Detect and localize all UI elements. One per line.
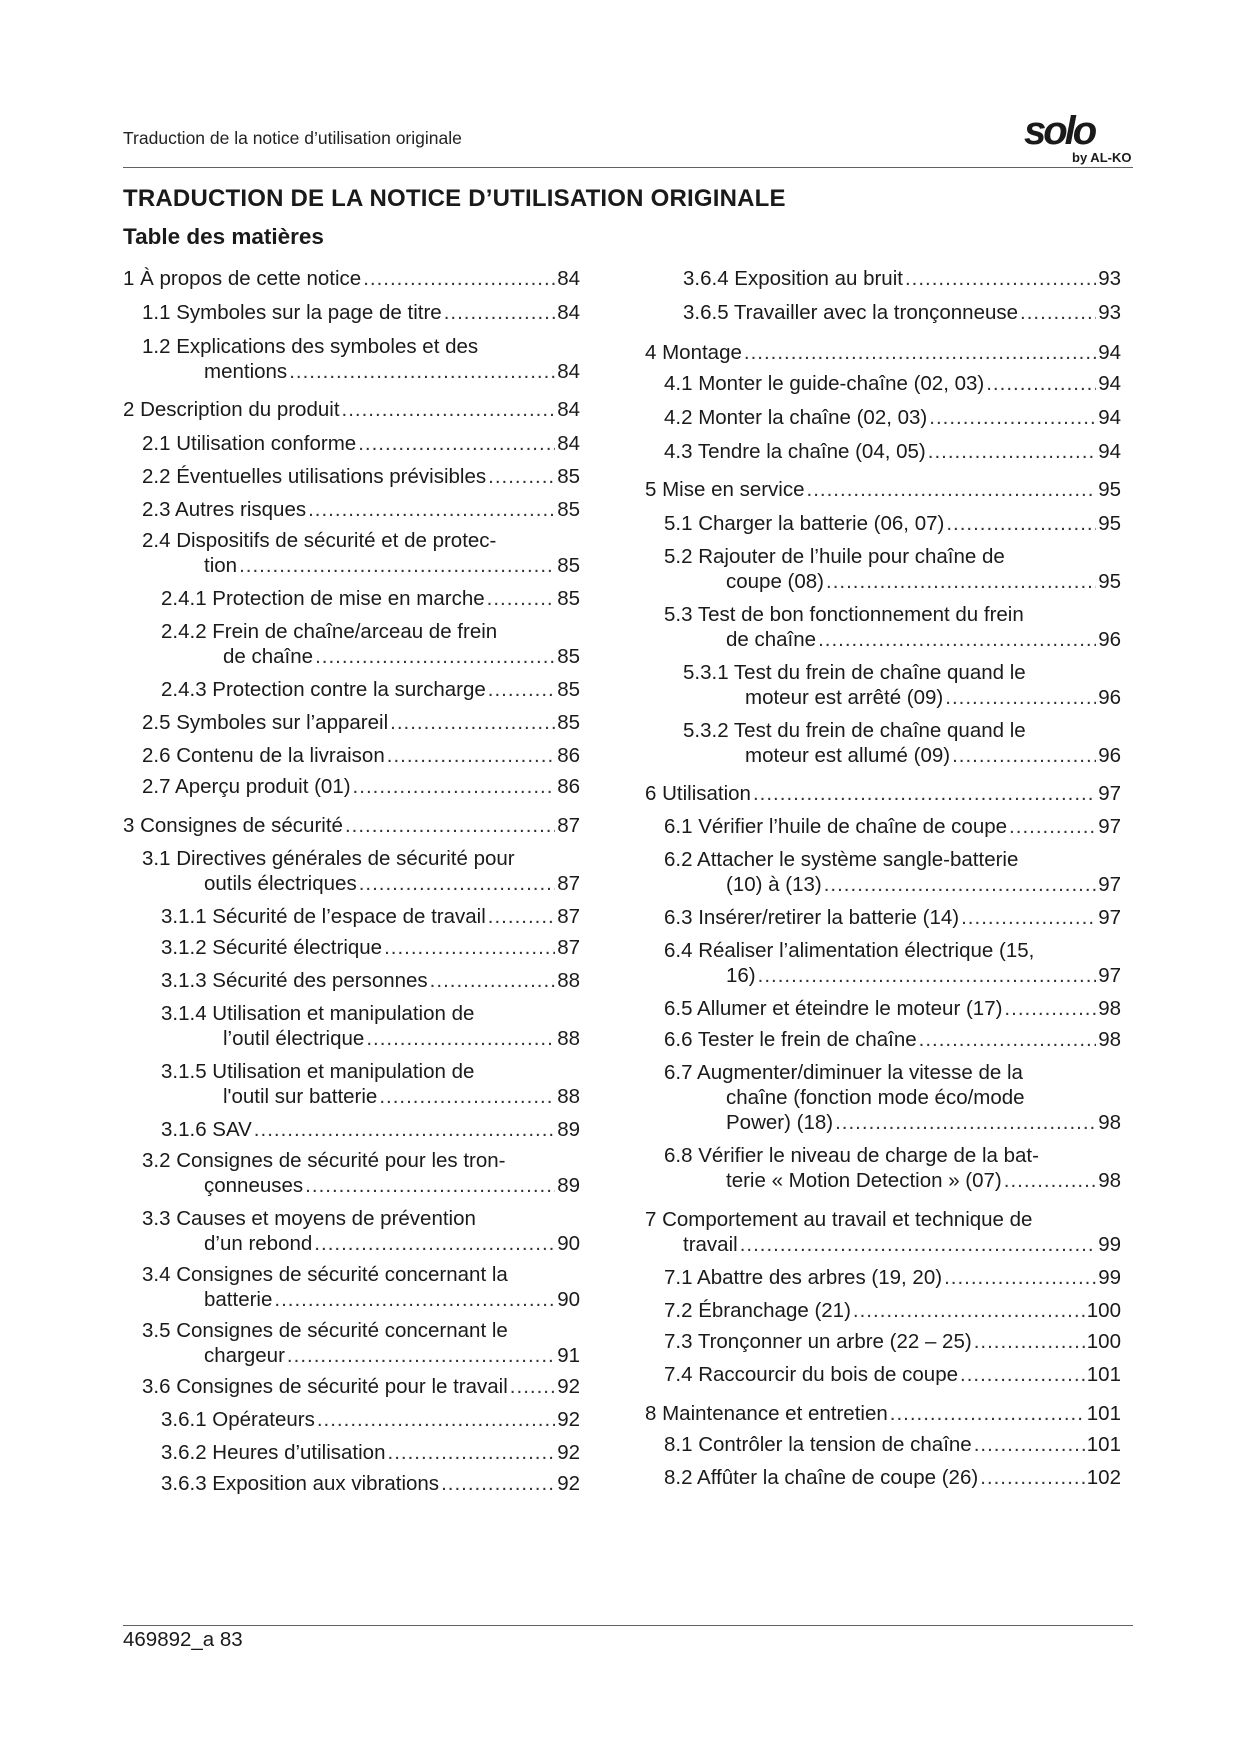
toc-entry[interactable]: 8.2 Affûter la chaîne de coupe (26) ..... 102 [645, 1465, 1121, 1490]
toc-entry[interactable]: 7.1 Abattre des arbres (19, 20) ..... 99 [645, 1265, 1121, 1290]
toc-entry[interactable]: 3.4 Consignes de sécurité concernant la batterie ..... 90 [123, 1262, 580, 1312]
toc-entry[interactable]: 6.7 Augmenter/diminuer la vitesse de la chaîne (fonction mode éco/mode Power) (18) ..... 98 [645, 1060, 1121, 1135]
toc-entry[interactable]: 8 Maintenance et entretien ..... 101 [645, 1401, 1121, 1426]
toc-entry[interactable]: 6.1 Vérifier l’huile de chaîne de coupe ..... 97 [645, 814, 1121, 839]
toc-entry[interactable]: 7 Comportement au travail et technique de travail ..... 99 [645, 1207, 1121, 1257]
toc-entry[interactable]: 2.7 Aperçu produit (01) ..... 86 [123, 774, 580, 799]
toc-entry[interactable]: 3.6.1 Opérateurs ..... 92 [123, 1407, 580, 1432]
toc-entry[interactable]: 2.4.1 Protection de mise en marche ..... 85 [123, 586, 580, 611]
toc-entry[interactable]: 5.1 Charger la batterie (06, 07) ..... 95 [645, 511, 1121, 536]
toc-entry[interactable]: 2.6 Contenu de la livraison ..... 86 [123, 743, 580, 768]
toc-entry[interactable]: 4.3 Tendre la chaîne (04, 05) ..... 94 [645, 439, 1121, 464]
toc-entry[interactable]: 3.1.2 Sécurité électrique ..... 87 [123, 935, 580, 960]
toc-entry[interactable]: 6.2 Attacher le système sangle-batterie (10) à (13) ..... 97 [645, 847, 1121, 897]
toc-entry[interactable]: 7.4 Raccourcir du bois de coupe ..... 101 [645, 1362, 1121, 1387]
toc-entry[interactable]: 3.1 Directives générales de sécurité pour outils électriques ..... 87 [123, 846, 580, 896]
toc-entry[interactable]: 6.4 Réaliser l’alimentation électrique (15, 16) ..... 97 [645, 938, 1121, 988]
toc-entry[interactable]: 3.6.4 Exposition au bruit ..... 93 [645, 266, 1121, 291]
toc-entry[interactable]: 1 À propos de cette notice ..... 84 [123, 266, 580, 291]
toc-entry[interactable]: 2.4.2 Frein de chaîne/arceau de frein de chaîne ..... 85 [123, 619, 580, 669]
toc-entry[interactable]: 6.3 Insérer/retirer la batterie (14) ..... 97 [645, 905, 1121, 930]
page-footer: 469892_a 83 [123, 1628, 243, 1651]
header-rule [123, 167, 1133, 168]
toc-entry[interactable]: 4.1 Monter le guide-chaîne (02, 03) ..... 94 [645, 371, 1121, 396]
toc-entry[interactable]: 5 Mise en service ..... 95 [645, 477, 1121, 502]
toc-entry[interactable]: 5.2 Rajouter de l’huile pour chaîne de coupe (08) ..... 95 [645, 544, 1121, 594]
toc-entry[interactable]: 3.1.4 Utilisation et manipulation de l’outil électrique ..... 88 [123, 1001, 580, 1051]
toc-entry[interactable]: 5.3.1 Test du frein de chaîne quand le moteur est arrêté (09) ..... 96 [645, 660, 1121, 710]
toc-entry[interactable]: 2.5 Symboles sur l’appareil ..... 85 [123, 710, 580, 735]
svg-text:solo: solo [1024, 112, 1095, 153]
toc-entry[interactable]: 3.2 Consignes de sécurité pour les tron- çonneuses ..... 89 [123, 1148, 580, 1198]
toc-entry[interactable]: 8.1 Contrôler la tension de chaîne ..... 101 [645, 1432, 1121, 1457]
toc-entry[interactable]: 3.3 Causes et moyens de prévention d’un rebond ..... 90 [123, 1206, 580, 1256]
toc-right-column [645, 266, 1121, 1490]
toc-entry[interactable]: 2.4 Dispositifs de sécurité et de protec- tion ..... 85 [123, 528, 580, 578]
toc-entry[interactable]: 3.6.2 Heures d’utilisation ..... 92 [123, 1440, 580, 1465]
toc-entry[interactable]: 4 Montage ..... 94 [645, 340, 1121, 365]
toc-entry[interactable]: 4.2 Monter la chaîne (02, 03) ..... 94 [645, 405, 1121, 430]
toc-entry[interactable]: 1.1 Symboles sur la page de titre ..... 84 [123, 300, 580, 325]
toc-entry[interactable]: 2.4.3 Protection contre la surcharge ..... 85 [123, 677, 580, 702]
toc-entry[interactable]: 5.3.2 Test du frein de chaîne quand le moteur est allumé (09) ..... 96 [645, 718, 1121, 768]
running-header: Traduction de la notice d’utilisation originale [123, 128, 462, 148]
toc-entry[interactable]: 2 Description du produit ..... 84 [123, 397, 580, 422]
document-title: TRADUCTION DE LA NOTICE D’UTILISATION ORIGINALE [123, 185, 786, 212]
toc-entry[interactable]: 3.1.6 SAV ..... 89 [123, 1117, 580, 1142]
toc-entry[interactable]: 6.5 Allumer et éteindre le moteur (17) ..... 98 [645, 996, 1121, 1021]
toc-entry[interactable]: 3.1.3 Sécurité des personnes ..... 88 [123, 968, 580, 993]
toc-entry[interactable]: 1.2 Explications des symboles et des mentions ..... 84 [123, 334, 580, 384]
toc-entry[interactable]: 5.3 Test de bon fonctionnement du frein de chaîne ..... 96 [645, 602, 1121, 652]
toc-entry[interactable]: 6.8 Vérifier le niveau de charge de la bat- terie « Motion Detection » (07) ..... 98 [645, 1143, 1121, 1193]
toc-entry[interactable]: 2.2 Éventuelles utilisations prévisibles ..... 85 [123, 464, 580, 489]
toc-entry[interactable]: 3.6.3 Exposition aux vibrations ..... 92 [123, 1471, 580, 1496]
toc-entry[interactable]: 6 Utilisation ..... 97 [645, 781, 1121, 806]
solo-logo [1022, 112, 1134, 168]
toc-entry[interactable]: 6.6 Tester le frein de chaîne ..... 98 [645, 1027, 1121, 1052]
toc-entry[interactable]: 3.6 Consignes de sécurité pour le travail ..... 92 [123, 1374, 580, 1399]
svg-text:by AL-KO: by AL-KO [1072, 150, 1132, 165]
toc-entry[interactable]: 2.3 Autres risques ..... 85 [123, 497, 580, 522]
footer-rule [123, 1625, 1133, 1626]
toc-left-column [123, 266, 580, 1496]
toc-entry[interactable]: 3 Consignes de sécurité ..... 87 [123, 813, 580, 838]
toc-entry[interactable]: 3.5 Consignes de sécurité concernant le chargeur ..... 91 [123, 1318, 580, 1368]
toc-entry[interactable]: 2.1 Utilisation conforme ..... 84 [123, 431, 580, 456]
toc-heading: Table des matières [123, 224, 324, 249]
toc-entry[interactable]: 3.1.1 Sécurité de l’espace de travail ..... 87 [123, 904, 580, 929]
toc-entry[interactable]: 3.6.5 Travailler avec la tronçonneuse ..... 93 [645, 300, 1121, 325]
toc-entry[interactable]: 7.2 Ébranchage (21) ..... 100 [645, 1298, 1121, 1323]
toc-entry[interactable]: 7.3 Tronçonner un arbre (22 – 25) ..... 100 [645, 1329, 1121, 1354]
toc-entry[interactable]: 3.1.5 Utilisation et manipulation de l'outil sur batterie ..... 88 [123, 1059, 580, 1109]
